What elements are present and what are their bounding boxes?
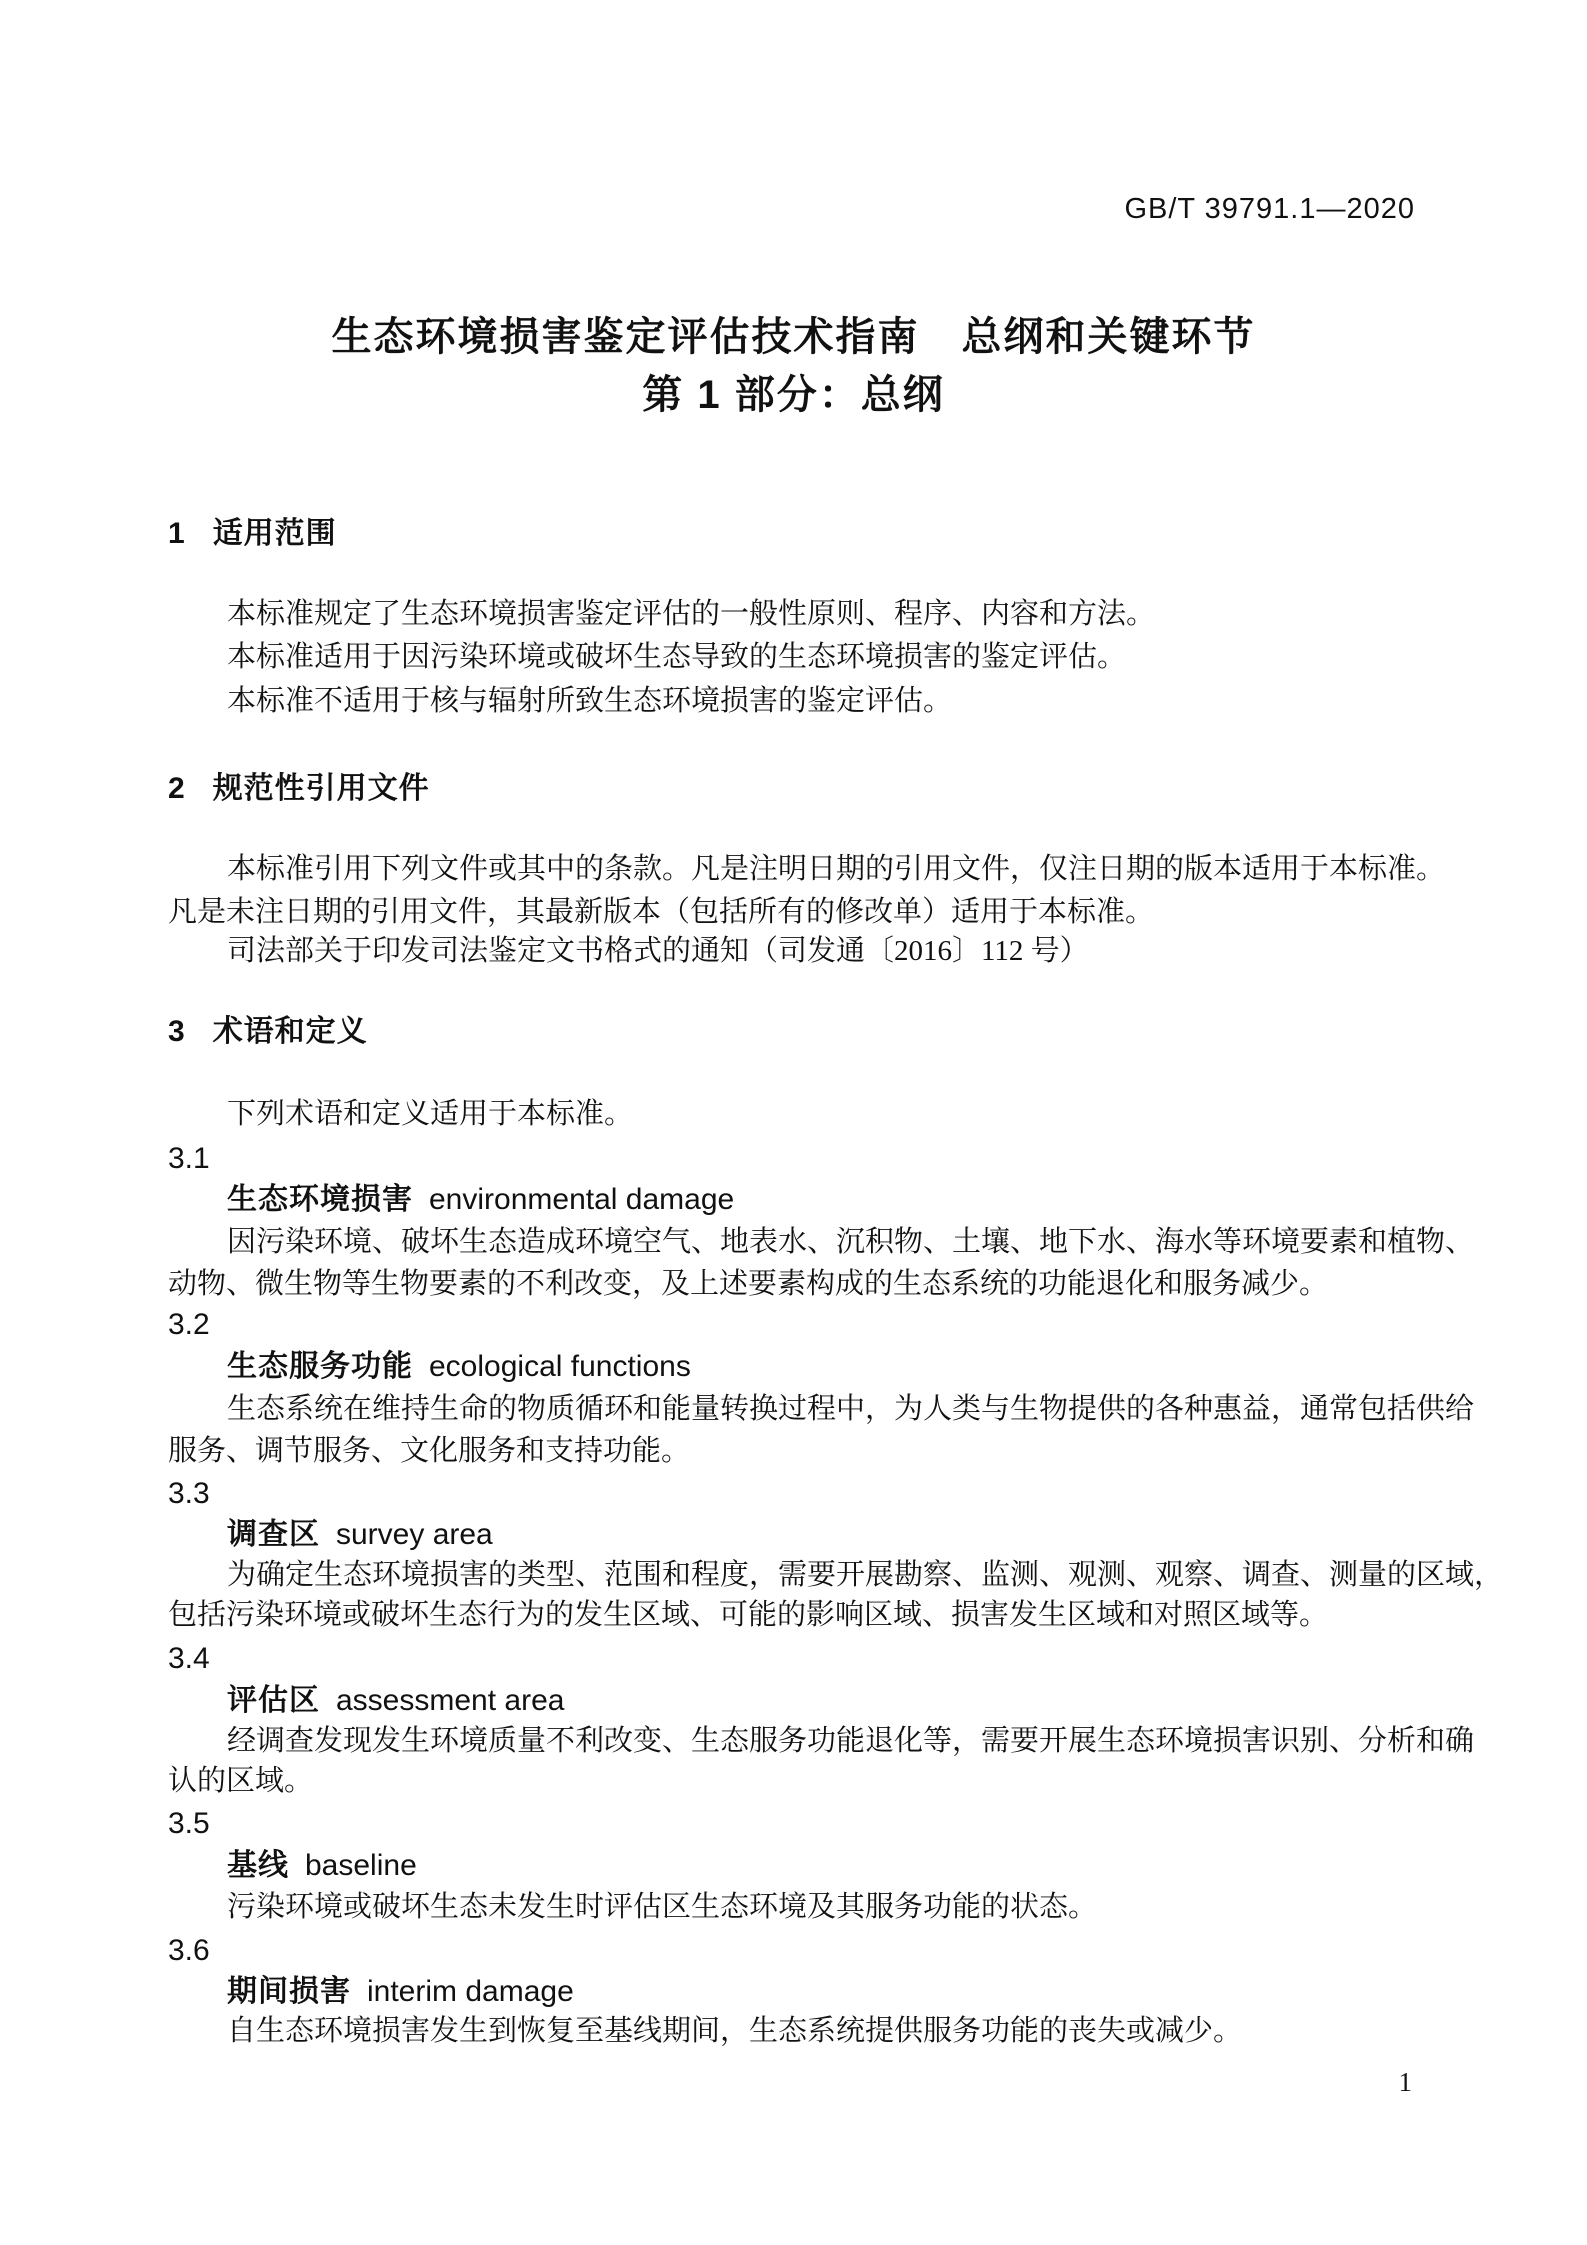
clause-number-3-3: 3.3 bbox=[168, 1477, 210, 1510]
definition-line: 污染环境或破坏生态未发生时评估区生态环境及其服务功能的状态。 bbox=[227, 1891, 1098, 1923]
section-heading-label: 适用范围 bbox=[212, 517, 337, 550]
paragraph-line: 本标准规定了生态环境损害鉴定评估的一般性原则、程序、内容和方法。 bbox=[227, 598, 1156, 630]
definition-line: 自生态环境损害发生到恢复至基线期间，生态系统提供服务功能的丧失或减少。 bbox=[227, 2015, 1243, 2047]
definition-line: 经调查发现发生环境质量不利改变、生态服务功能退化等，需要开展生态环境损害识别、分析和确 bbox=[227, 1725, 1475, 1757]
definition-line: 服务、调节服务、文化服务和支持功能。 bbox=[168, 1435, 691, 1467]
section-number: 1 bbox=[168, 517, 185, 550]
paragraph-line: 下列术语和定义适用于本标准。 bbox=[227, 1098, 634, 1130]
reference-item: 司法部关于印发司法鉴定文书格式的通知（司发通〔2016〕112 号） bbox=[227, 935, 1089, 967]
clause-number-3-1: 3.1 bbox=[168, 1142, 210, 1175]
definition-line: 认的区域。 bbox=[168, 1765, 314, 1797]
doc-code: GB/T 39791.1—2020 bbox=[1124, 193, 1415, 225]
term-en: interim damage bbox=[367, 1975, 574, 2008]
paragraph-line: 凡是未注日期的引用文件，其最新版本（包括所有的修改单）适用于本标准。 bbox=[168, 896, 1155, 928]
definition-line: 为确定生态环境损害的类型、范围和程度，需要开展勘察、监测、观测、观察、调查、测量的区域， bbox=[227, 1559, 1504, 1591]
section-heading-label: 规范性引用文件 bbox=[212, 772, 430, 805]
definition-line: 因污染环境、破坏生态造成环境空气、地表水、沉积物、土壤、地下水、海水等环境要素和植物、 bbox=[227, 1226, 1475, 1258]
paragraph-line: 本标准引用下列文件或其中的条款。凡是注明日期的引用文件，仅注日期的版本适用于本标准。 bbox=[227, 853, 1446, 885]
section-heading-label: 术语和定义 bbox=[212, 1015, 368, 1048]
term-cn: 基线 bbox=[227, 1849, 289, 1882]
term-line bbox=[227, 1845, 417, 1887]
term-cn: 生态环境损害 bbox=[227, 1183, 413, 1216]
term-en: baseline bbox=[305, 1849, 417, 1882]
definition-line: 生态系统在维持生命的物质循环和能量转换过程中，为人类与生物提供的各种惠益，通常包括供给 bbox=[227, 1393, 1475, 1425]
paragraph-line: 本标准适用于因污染环境或破坏生态导致的生态环境损害的鉴定评估。 bbox=[227, 641, 1127, 673]
doc-title-line1: 生态环境损害鉴定评估技术指南 总纲和关键环节 bbox=[331, 315, 1256, 359]
term-cn: 调查区 bbox=[227, 1518, 320, 1551]
section-heading-2 bbox=[168, 768, 430, 810]
term-line bbox=[227, 1179, 734, 1221]
section-heading-1 bbox=[168, 513, 337, 555]
section-number: 2 bbox=[168, 772, 185, 805]
definition-line: 动物、微生物等生物要素的不利改变，及上述要素构成的生态系统的功能退化和服务减少。 bbox=[168, 1268, 1329, 1300]
term-line bbox=[227, 1514, 493, 1556]
term-en: survey area bbox=[336, 1518, 493, 1551]
page-number: 1 bbox=[1398, 2067, 1412, 2097]
definition-line: 包括污染环境或破坏生态行为的发生区域、可能的影响区域、损害发生区域和对照区域等。 bbox=[168, 1599, 1329, 1631]
term-en: ecological functions bbox=[429, 1350, 691, 1383]
term-line bbox=[227, 1971, 574, 2013]
term-line bbox=[227, 1680, 564, 1722]
clause-number-3-5: 3.5 bbox=[168, 1807, 210, 1840]
term-cn: 生态服务功能 bbox=[227, 1350, 413, 1383]
term-cn: 评估区 bbox=[227, 1684, 320, 1717]
term-line bbox=[227, 1346, 691, 1388]
doc-title-line2: 第 1 部分：总纲 bbox=[642, 373, 945, 417]
clause-number-3-4: 3.4 bbox=[168, 1642, 210, 1675]
clause-number-3-6: 3.6 bbox=[168, 1934, 210, 1967]
clause-number-3-2: 3.2 bbox=[168, 1308, 210, 1341]
section-number: 3 bbox=[168, 1015, 185, 1048]
term-en: environmental damage bbox=[429, 1183, 735, 1216]
paragraph-line: 本标准不适用于核与辐射所致生态环境损害的鉴定评估。 bbox=[227, 685, 953, 717]
term-cn: 期间损害 bbox=[227, 1975, 351, 2008]
term-en: assessment area bbox=[336, 1684, 565, 1717]
section-heading-3 bbox=[168, 1011, 368, 1053]
